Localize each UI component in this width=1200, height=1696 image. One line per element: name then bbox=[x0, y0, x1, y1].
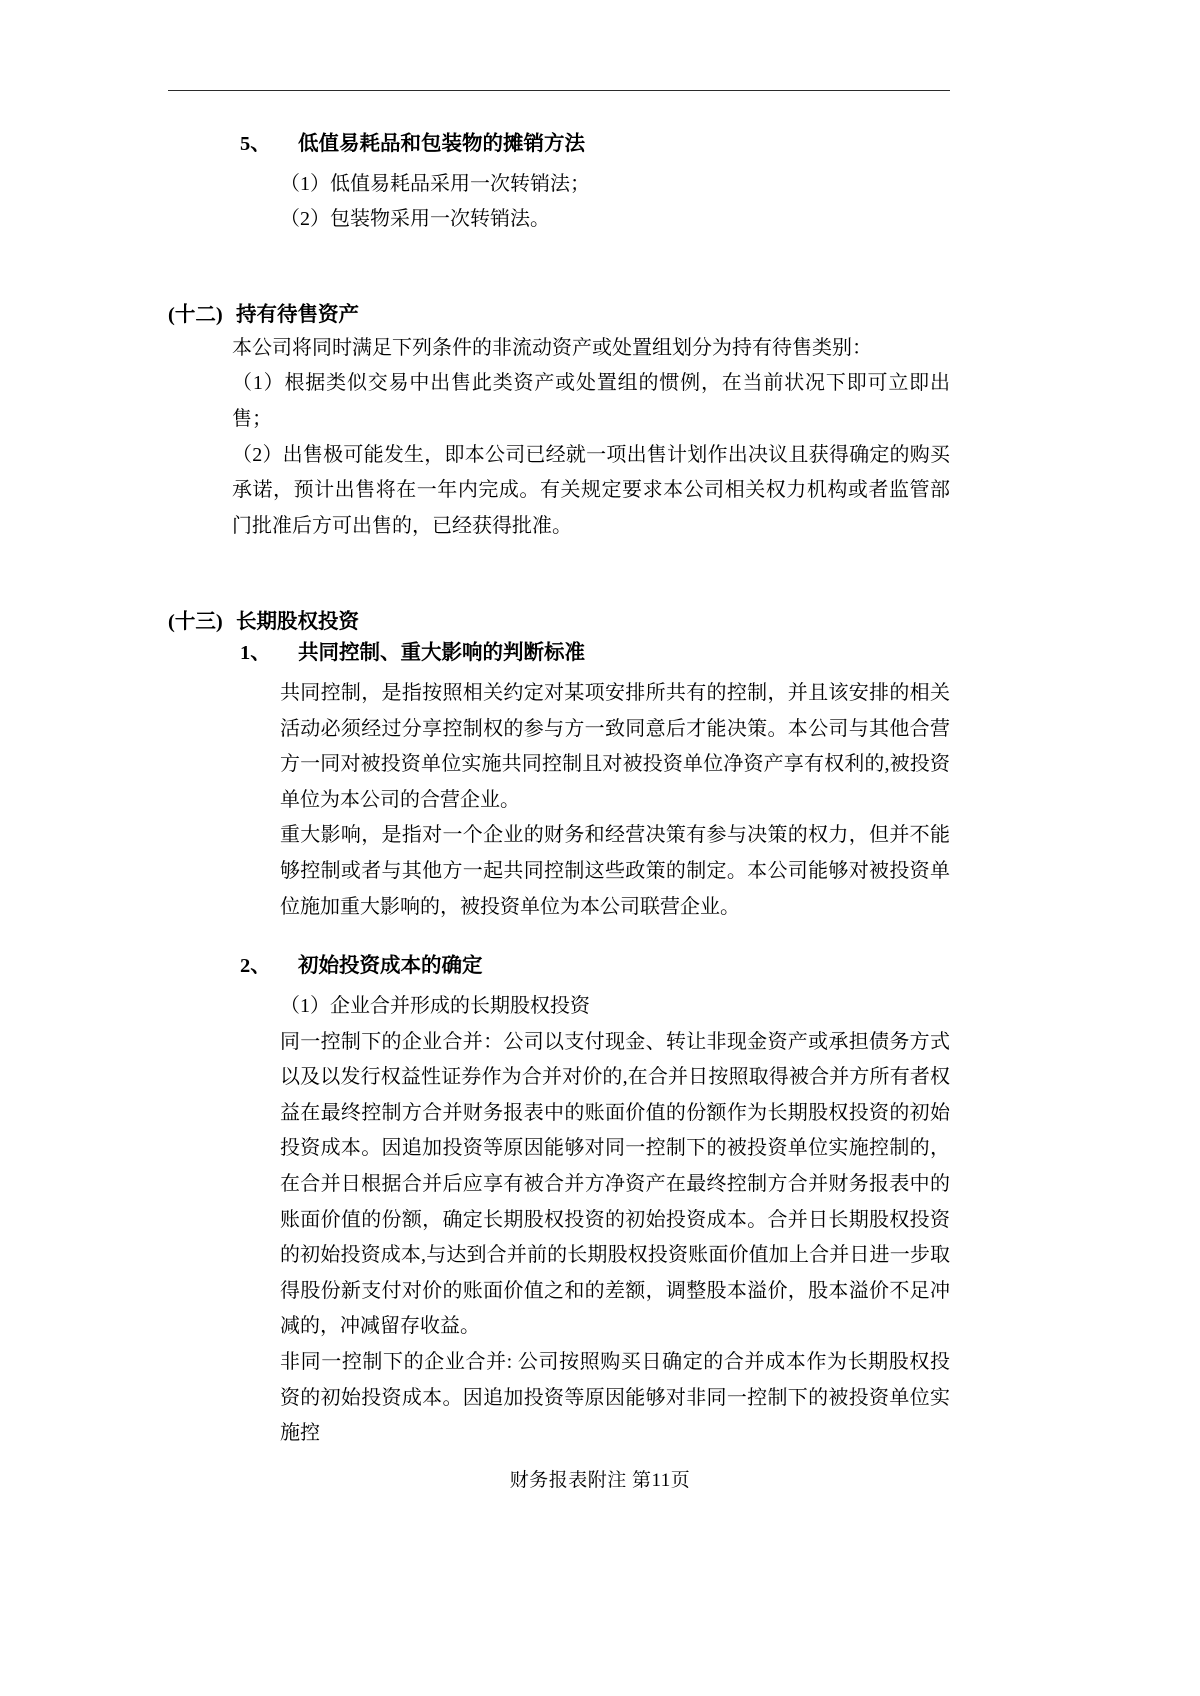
paragraph: 本公司将同时满足下列条件的非流动资产或处置组划分为持有待售类别： bbox=[232, 336, 872, 359]
footer-label: 财务报表附注 bbox=[509, 1470, 627, 1491]
paragraph: 重大影响，是指对一个企业的财务和经营决策有参与决策的权力，但并不能够控制或者与其他方一起共同控制这些政策的制定。本公司能够对被投资单位施加重大影响的，被投资单位为本公司联营企业。 bbox=[280, 824, 950, 918]
heading-number: 2、 bbox=[240, 955, 271, 978]
list-item: （2）包装物采用一次转销法。 bbox=[280, 207, 550, 230]
paragraph: 非同一控制下的企业合并: 公司按照购买日确定的合并成本作为长期股权投资的初始投资成本。因追加投资等原因能够对非同一控制下的被投资单位实施控 bbox=[280, 1350, 950, 1445]
footer-page-number: 第11页 bbox=[631, 1470, 691, 1491]
spacer bbox=[168, 925, 950, 951]
heading-number: 5、 bbox=[240, 133, 271, 155]
section-title: 持有待售资产 bbox=[236, 303, 359, 326]
paragraph: 共同控制，是指按照相关约定对某项安排所共有的控制，并且该安排的相关活动必须经过分享控制权的参与方一致同意后才能决策。本公司与其他合营方一同对被投资单位实施共同控制且对被投资单位净资产享有权利的,被投资单位为本公司的合营企业。 bbox=[280, 682, 950, 811]
spacer bbox=[168, 544, 950, 570]
heading-item-2 bbox=[240, 951, 950, 983]
heading-title: 共同控制、重大影响的判断标准 bbox=[298, 642, 585, 665]
heading-number: 1、 bbox=[240, 642, 271, 665]
heading-item-5 bbox=[240, 129, 950, 161]
section-heading-13 bbox=[168, 604, 950, 634]
heading-item-1 bbox=[240, 638, 950, 670]
page-content bbox=[168, 90, 950, 1452]
section-title: 长期股权投资 bbox=[236, 611, 359, 634]
list-item: （1）低值易耗品采用一次转销法； bbox=[280, 172, 590, 195]
paragraph: （2）出售极可能发生，即本公司已经就一项出售计划作出决议且获得确定的购买承诺，预计出售将在一年内完成。有关规定要求本公司相关权力机构或者监管部门批准后方可出售的，已经获得批准。 bbox=[232, 443, 950, 537]
spacer bbox=[168, 237, 950, 263]
paragraph: 同一控制下的企业合并：公司以支付现金、转让非现金资产或承担债务方式以及以发行权益性证券作为合并对价的,在合并日按照取得被合并方所有者权益在最终控制方合并财务报表中的账面价值的份额作为长期股权投资的初始投资成本。因追加投资等原因能够对同一控制下的被投资单位实施控制的，在合并日根据合并后应享有被合并方净资产在最终控制方合并财务报表中的账面价值的份额，确定长期股权投资的初始投资成本。合并日长期股权投资的初始投资成本,与达到合并前的长期股权投资账面价值加上合并日进一步取得股份新支付对价的账面价值之和的差额，调整股本溢价，股本溢价不足冲减的，冲减留存收益。 bbox=[280, 1030, 950, 1338]
section-heading-12 bbox=[168, 297, 950, 327]
page-footer bbox=[0, 1465, 1200, 1492]
paragraph: （1）根据类似交易中出售此类资产或处置组的惯例，在当前状况下即可立即出售； bbox=[232, 372, 950, 430]
heading-title: 低值易耗品和包装物的摊销方法 bbox=[298, 133, 585, 155]
heading-title: 初始投资成本的确定 bbox=[298, 955, 483, 978]
section-label: (十二) bbox=[168, 303, 223, 326]
section-label: (十三) bbox=[168, 611, 223, 634]
header-rule bbox=[168, 90, 950, 91]
paragraph: （1）企业合并形成的长期股权投资 bbox=[280, 995, 590, 1018]
